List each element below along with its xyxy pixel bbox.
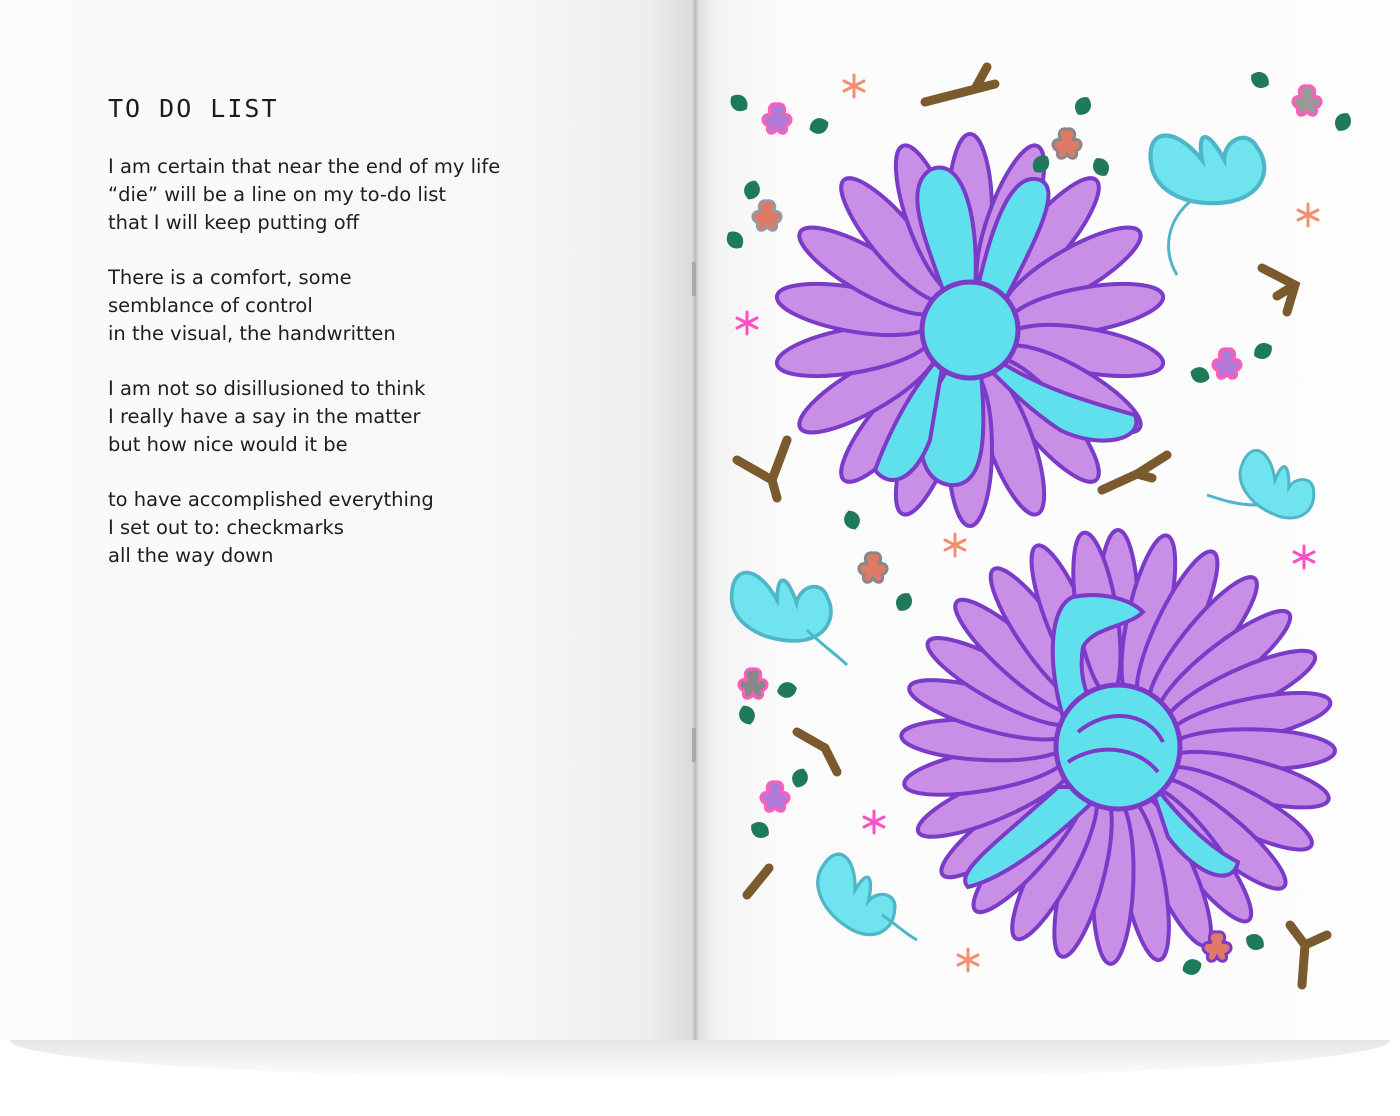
poem-title: TO DO LIST (108, 94, 279, 123)
staple-top (692, 262, 696, 296)
stanza-2 (108, 264, 668, 348)
poem-line: to have accomplished everything (108, 488, 434, 511)
stanza-1 (108, 153, 668, 237)
poem-line: I really have a say in the matter (108, 405, 421, 428)
poem-line: I set out to: checkmarks (108, 516, 344, 539)
stanza-3 (108, 375, 668, 459)
poem-body (108, 153, 668, 597)
poem-line: I am certain that near the end of my life (108, 155, 501, 178)
poem-line: I am not so disillusioned to think (108, 377, 426, 400)
stanza-4 (108, 486, 668, 570)
flower-illustration (697, 0, 1400, 1040)
poem-line: all the way down (108, 544, 274, 567)
poem-line: “die” will be a line on my to-do list (108, 183, 447, 206)
poem-line: There is a comfort, some (108, 266, 352, 289)
daisy-flower-top (773, 134, 1167, 526)
left-page (0, 0, 697, 1040)
daisy-flower-bottom (900, 530, 1335, 965)
book-shadow (10, 1040, 1390, 1080)
poem-line: semblance of control (108, 294, 313, 317)
poem-line: in the visual, the handwritten (108, 322, 396, 345)
staple-bottom (692, 728, 696, 762)
poem-line: that I will keep putting off (108, 211, 360, 234)
poem-line: but how nice would it be (108, 433, 348, 456)
